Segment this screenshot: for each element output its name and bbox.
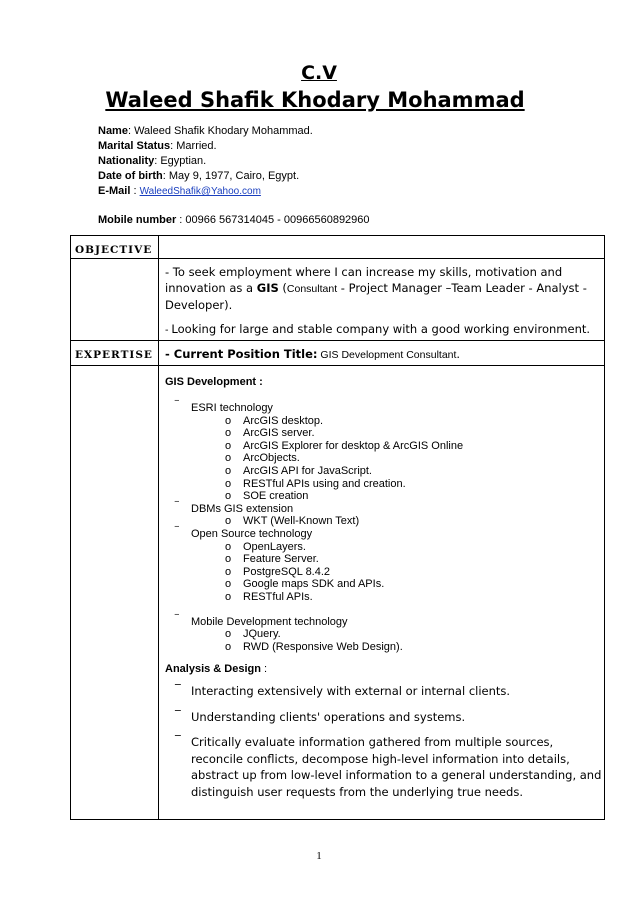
objective-dash: - bbox=[165, 324, 172, 336]
gis-groups bbox=[165, 402, 605, 653]
objective-content bbox=[165, 264, 605, 371]
objective-text: . bbox=[456, 347, 461, 361]
list-item bbox=[165, 478, 605, 491]
current-position-value: GIS Development Consultant bbox=[317, 349, 457, 361]
group-item: ArcGIS Explorer for desktop & ArcGIS Online bbox=[243, 439, 464, 452]
mobile-row bbox=[98, 213, 370, 228]
group-item: SOE creation bbox=[243, 490, 309, 503]
group-item: ArcGIS API for JavaScript. bbox=[243, 464, 372, 477]
circle-bullet: o bbox=[225, 515, 232, 528]
column-divider bbox=[158, 236, 159, 819]
group-item: JQuery. bbox=[243, 628, 281, 641]
objective-text: - To seek employment where I can increase my skills, motivation and innovation as a bbox=[165, 265, 563, 295]
list-item bbox=[165, 525, 605, 541]
nationality-label: Nationality bbox=[98, 155, 155, 167]
list-item bbox=[165, 415, 605, 428]
circle-bullet: o bbox=[225, 439, 232, 452]
group-item: Feature Server. bbox=[243, 553, 319, 566]
dash-bullet: ‾ bbox=[175, 613, 179, 626]
dash-bullet: ‾ bbox=[175, 500, 179, 513]
name-label: Name bbox=[98, 125, 128, 137]
list-item bbox=[165, 734, 605, 800]
dash-bullet: ‾ bbox=[175, 707, 181, 722]
expertise-content bbox=[165, 376, 605, 809]
analysis-colon: : bbox=[260, 663, 268, 676]
dash-bullet: ‾ bbox=[175, 682, 181, 697]
name-row bbox=[98, 124, 370, 139]
list-item bbox=[165, 578, 605, 591]
objective-line bbox=[165, 264, 605, 313]
nationality-value: : Egyptian. bbox=[154, 155, 207, 167]
group-item: RESTful APIs using and creation. bbox=[243, 477, 406, 490]
analysis-list bbox=[165, 683, 605, 800]
page-title: Waleed Shafik Khodary Mohammad bbox=[105, 88, 525, 112]
cv-table bbox=[70, 235, 605, 820]
current-position-label: - Current Position Title: bbox=[165, 347, 318, 361]
email-label: E-Mail bbox=[98, 185, 131, 197]
objective-text: ( bbox=[278, 281, 287, 295]
marital-label: Marital Status bbox=[98, 140, 171, 152]
objective-gis: GIS bbox=[256, 281, 279, 295]
group-item: OpenLayers. bbox=[243, 540, 306, 553]
email-sep: : bbox=[130, 185, 140, 197]
row-divider bbox=[71, 258, 604, 259]
analysis-heading: Analysis & Design bbox=[165, 663, 261, 676]
group-item: PostgreSQL 8.4.2 bbox=[243, 565, 331, 578]
mobile-value: : 00966 567314045 - 00966560892960 bbox=[176, 214, 370, 226]
list-item bbox=[165, 402, 605, 415]
list-item bbox=[165, 613, 605, 629]
group-title: ESRI technology bbox=[191, 402, 273, 414]
list-item bbox=[165, 553, 605, 566]
circle-bullet: o bbox=[225, 578, 232, 591]
list-item bbox=[165, 515, 605, 528]
expertise-label: EXPERTISE bbox=[75, 349, 153, 361]
dob-row bbox=[98, 169, 370, 184]
analysis-item: Critically evaluate information gathered from multiple sources, reconcile conflicts, decompose high-level information into details, abstract up from low-level information to a general understanding, and distinguish user requests from the underlying true needs. bbox=[191, 735, 602, 799]
group-title: DBMs GIS extension bbox=[191, 502, 294, 515]
marital-row bbox=[98, 139, 370, 154]
list-item bbox=[165, 628, 605, 641]
circle-bullet: o bbox=[225, 553, 232, 566]
marital-value: : Married. bbox=[170, 140, 217, 152]
mobile-label: Mobile number bbox=[98, 214, 177, 226]
objective-line bbox=[165, 346, 605, 363]
list-item bbox=[165, 683, 605, 700]
list-item bbox=[165, 440, 605, 453]
circle-bullet: o bbox=[225, 414, 232, 427]
circle-bullet: o bbox=[225, 427, 232, 440]
dash-bullet: ‾ bbox=[175, 400, 179, 412]
group-item: ArcGIS desktop. bbox=[243, 414, 324, 427]
dash-bullet: ‾ bbox=[175, 733, 181, 748]
dob-label: Date of birth bbox=[98, 170, 163, 182]
objective-label: OBJECTIVE bbox=[75, 244, 153, 256]
circle-bullet: o bbox=[225, 640, 232, 653]
cv-title: C.V bbox=[301, 62, 337, 84]
email-link[interactable]: WaleedShafik@Yahoo.com bbox=[139, 186, 261, 197]
dash-bullet: ‾ bbox=[175, 525, 179, 538]
group-title: Mobile Development technology bbox=[191, 615, 348, 628]
email-row bbox=[98, 184, 370, 199]
objective-consultant: Consultant bbox=[286, 283, 338, 295]
objective-text: - Project Manager –Team Leader - Analyst - Developer). bbox=[165, 281, 587, 312]
group-item: Google maps SDK and APIs. bbox=[243, 578, 385, 591]
group-item: ArcGIS server. bbox=[243, 427, 315, 440]
analysis-item: Understanding clients' operations and systems. bbox=[191, 709, 466, 724]
objective-line bbox=[165, 321, 605, 338]
personal-info bbox=[98, 124, 370, 228]
list-item bbox=[165, 591, 605, 604]
analysis-item: Interacting extensively with external or internal clients. bbox=[191, 684, 511, 699]
list-item bbox=[165, 541, 605, 554]
group-item: WKT (Well-Known Text) bbox=[243, 515, 360, 528]
page-number: 1 bbox=[316, 850, 322, 862]
group-title: Open Source technology bbox=[191, 527, 313, 540]
list-item bbox=[165, 465, 605, 478]
circle-bullet: o bbox=[225, 590, 232, 603]
circle-bullet: o bbox=[225, 477, 232, 490]
circle-bullet: o bbox=[225, 565, 232, 578]
list-item bbox=[165, 500, 605, 516]
objective-text: Looking for large and stable company with a good working environment. bbox=[171, 322, 591, 336]
list-item bbox=[165, 452, 605, 465]
circle-bullet: o bbox=[225, 464, 232, 477]
dob-value: : May 9, 1977, Cairo, Egypt. bbox=[162, 170, 300, 182]
gis-heading: GIS Development : bbox=[165, 376, 263, 388]
group-item: RWD (Responsive Web Design). bbox=[243, 640, 403, 653]
group-item: ArcObjects. bbox=[243, 452, 300, 465]
list-item bbox=[165, 566, 605, 579]
name-value: : Waleed Shafik Khodary Mohammad. bbox=[127, 125, 313, 137]
list-item bbox=[165, 427, 605, 440]
list-item bbox=[165, 490, 605, 503]
circle-bullet: o bbox=[225, 490, 232, 503]
group-item: RESTful APIs. bbox=[243, 590, 313, 603]
circle-bullet: o bbox=[225, 452, 232, 465]
nationality-row bbox=[98, 154, 370, 169]
circle-bullet: o bbox=[225, 540, 232, 553]
list-item bbox=[165, 641, 605, 654]
list-item bbox=[165, 709, 605, 726]
analysis-heading-row bbox=[165, 663, 605, 675]
circle-bullet: o bbox=[225, 628, 232, 641]
